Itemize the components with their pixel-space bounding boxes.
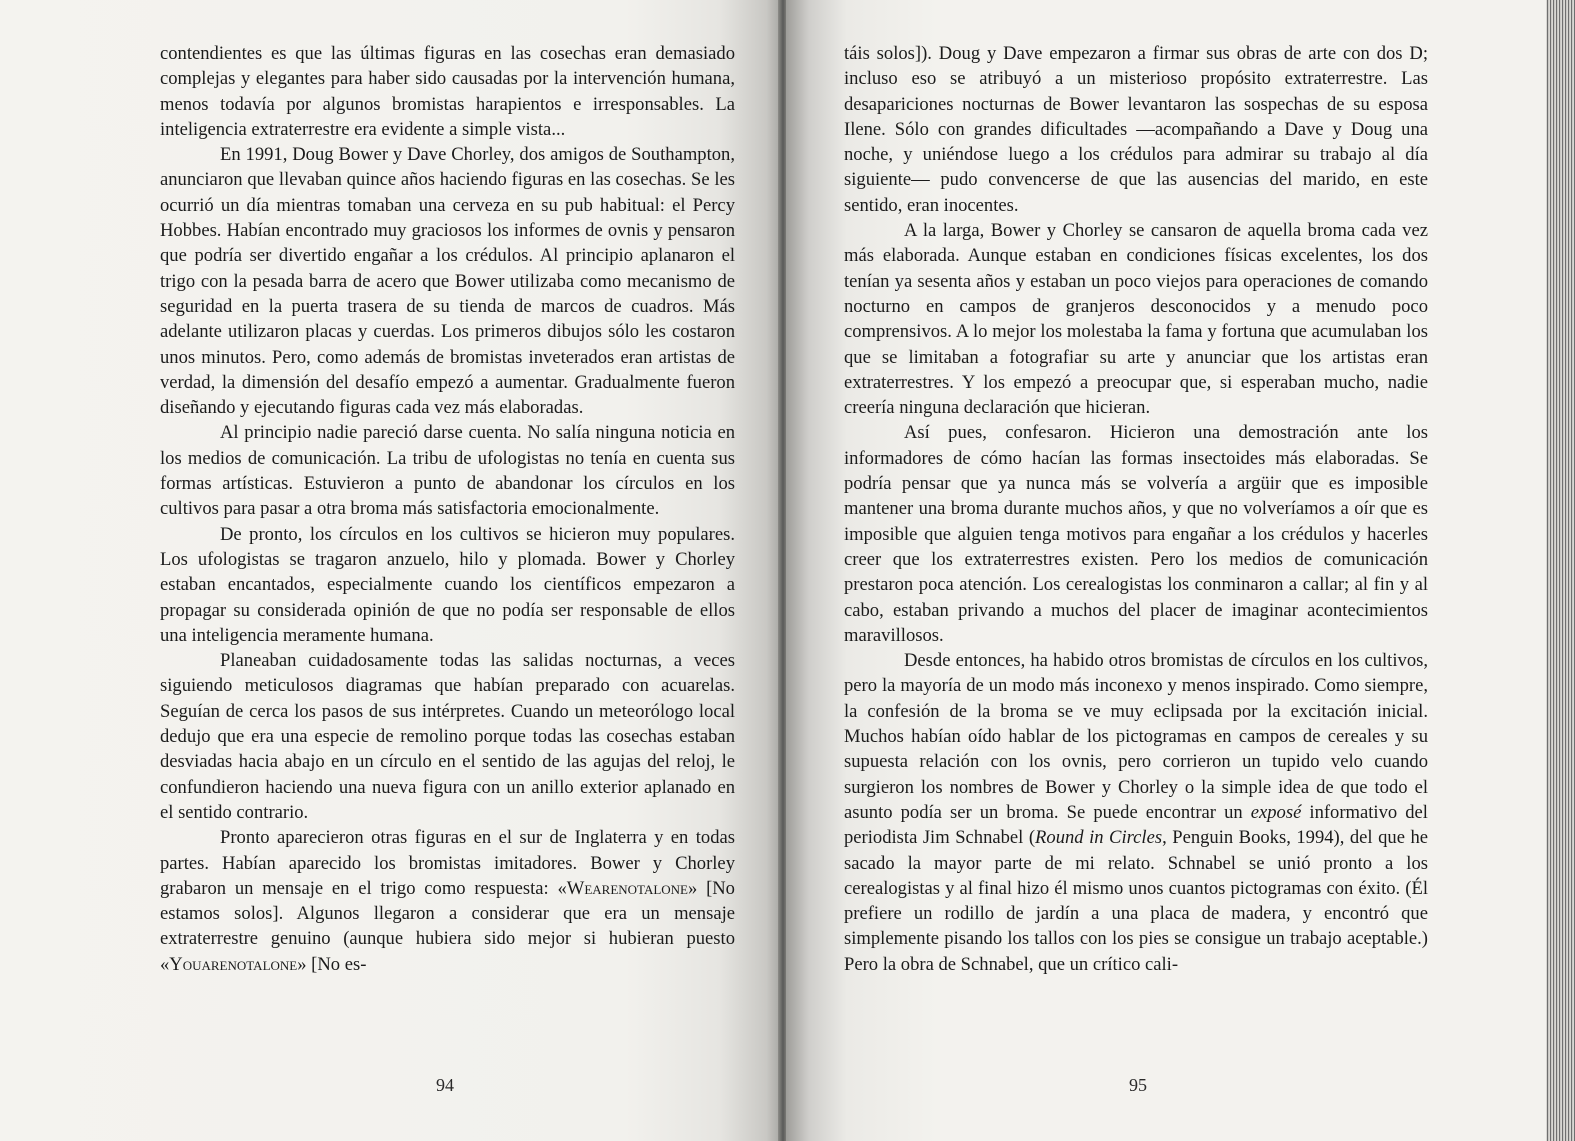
paragraph: Al principio nadie pareció darse cuenta. No salía ninguna noticia en los medios de comunicación. La tribu de ufologistas no tenía en cuenta sus formas artísticas. Estuvieron a punto de abandonar los círculos en los cultivos para pasar a otra broma más satisfactoria emocionalmente. [160, 422, 735, 520]
paragraph: A la larga, Bower y Chorley se cansaron de aquella broma cada vez más elaborada. Aunque estaban en condiciones físicas excelentes, los dos tenían ya sesenta años y estaban un poco viejos para operaciones de comando nocturno en campos de granjeros desconocidos y a menudo poco comprensivos. A lo mejor los molestaba la fama y fortuna que acumulaban los que se limitaban a fotografiar su arte y anunciar que los artistas eran extraterrestres. Y los empezó a preocupar que, si esperaban mucho, nadie creería ninguna declaración que hicieran. [844, 220, 1428, 419]
text-run: , Penguin Books, 1994), del que he sacado la mayor parte de mi relato. Schnabel se unió pronto a los cerealogistas y al final hizo él mismo unos cuantos pictogramas con éxito. (Él prefiere un rodillo de jardín a una placa de madera, y encontró que simplemente pisando los tallos con los pies se consigue un trabajo aceptable.) Pero la obra de Schnabel, que un crítico cali- [844, 827, 1428, 975]
text-run: » [No estamos solos]. Algunos llegaron a considerar que era un mensaje extraterrestre genuino (aunque hubiera sido mejor si hubieran puesto « [160, 877, 735, 975]
paragraph: De pronto, los círculos en los cultivos se hicieron muy populares. Los ufologistas se tragaron anzuelo, hilo y plomada. Bower y Chorley estaban encantados, especialmente cuando los científicos empezaron a propagar su considerada opinión de que no podía ser responsable de ellos una inteligencia meramente humana. [160, 523, 735, 646]
italic-text: exposé [1250, 801, 1302, 823]
paragraph: Planeaban cuidadosamente todas las salidas nocturnas, a veces siguiendo meticulosos diagramas que habían preparado con acuarelas. Seguían de cerca los pasos de sus intérpretes. Cuando un meteorólogo local dedujo que era una especie de remolino porque todas las cosechas estaban desviadas hacia abajo en un círculo en el sentido de las agujas del reloj, le confundieron haciendo una nueva figura con un anillo exterior aplanado en el sentido contrario. [160, 650, 735, 823]
page-number: 94 [436, 1075, 454, 1095]
italic-text: Round in Circles [1035, 827, 1163, 849]
text-run: informativo del periodista Jim Schnabel ( [844, 801, 1428, 849]
right-page [786, 0, 1546, 1141]
left-page [0, 0, 782, 1141]
text-run: Desde entonces, ha habido otros bromistas de círculos en los cultivos, pero la mayoría de un modo más inconexo y menos inspirado. Como siempre, la confesión de la broma se ve muy eclipsada por la excitación inicial. Muchos habían oído hablar de los pictogramas en campos de cereales y su supuesta relación con los ovnis, pero corrieron un tupido velo cuando surgieron los nombres de Bower y Chorley o la simple idea de que todo el asunto podía ser un broma. Se puede encontrar un [844, 650, 1428, 823]
paragraph: En 1991, Doug Bower y Dave Chorley, dos amigos de Southampton, anunciaron que llevaban quince años haciendo figuras en las cosechas. Se les ocurrió un día mientras tomaban una cerveza en su pub habitual: el Percy Hobbes. Habían encontrado muy graciosos los informes de ovnis y pensaron que podría ser divertido engañar a los crédulos. Al principio aplanaron el trigo con la pesada barra de acero que Bower utilizaba como mecanismo de seguridad en la puerta trasera de su tienda de marcos de cuadros. Más adelante utilizaron placas y cuerdas. Los primeros dibujos sólo les costaron unos minutos. Pero, como además de bromistas inveterados eran artistas de verdad, la dimensión del desafío empezó a aumentar. Gradualmente fueron diseñando y ejecutando figuras cada vez más elaboradas. [160, 144, 735, 419]
paragraph: Así pues, confesaron. Hicieron una demostración ante los informadores de cómo hacían las formas insectoides más elaboradas. Se podría pensar que ya nunca más se volvería a argüir que es imposible mantener una broma durante muchos años, y que no volveríamos a oír que es imposible que alguien tenga motivos para engañar a los crédulos y hacerles creer que los extraterrestres existen. Pero los medios de comunicación prestaron poca atención. Los cerealogistas los conminaron a callar; al fin y al cabo, estaban privando a muchos del placer de imaginar acontecimientos maravillosos. [844, 422, 1428, 646]
text-run: Pronto aparecieron otras figuras en el sur de Inglaterra y en todas partes. Habían aparecido los bromistas imitadores. Bower y Chorley grabaron un mensaje en el trigo como respuesta: « [160, 827, 735, 899]
page-edges [1546, 0, 1575, 1141]
page-number: 95 [1129, 1075, 1147, 1095]
paragraph: contendientes es que las últimas figuras en las cosechas eran demasiado complejas y elegantes para haber sido causadas por la intervención humana, menos todavía por algunos bromistas harapientos e irresponsables. La inteligencia extraterrestre era evidente a simple vista... [160, 43, 735, 140]
small-caps-text: Wearenotalone [566, 877, 688, 899]
right-page-text [844, 41, 1428, 977]
left-page-text [160, 41, 735, 977]
paragraph [844, 648, 1428, 977]
small-caps-text: Youarenotalone [169, 953, 298, 975]
paragraph: táis solos]). Doug y Dave empezaron a firmar sus obras de arte con dos D; incluso eso se atribuyó a un misterioso propósito extraterrestre. Las desapariciones nocturnas de Bower levantaron las sospechas de su esposa Ilene. Sólo con grandes dificultades —acompañando a Dave y Doug una noche, y uniéndose luego a los crédulos para admirar su trabajo al día siguiente— pudo convencerse de que las ausencias del marido, en este sentido, eran inocentes. [844, 43, 1428, 216]
paragraph [160, 825, 735, 977]
text-run: » [No es- [297, 953, 367, 975]
